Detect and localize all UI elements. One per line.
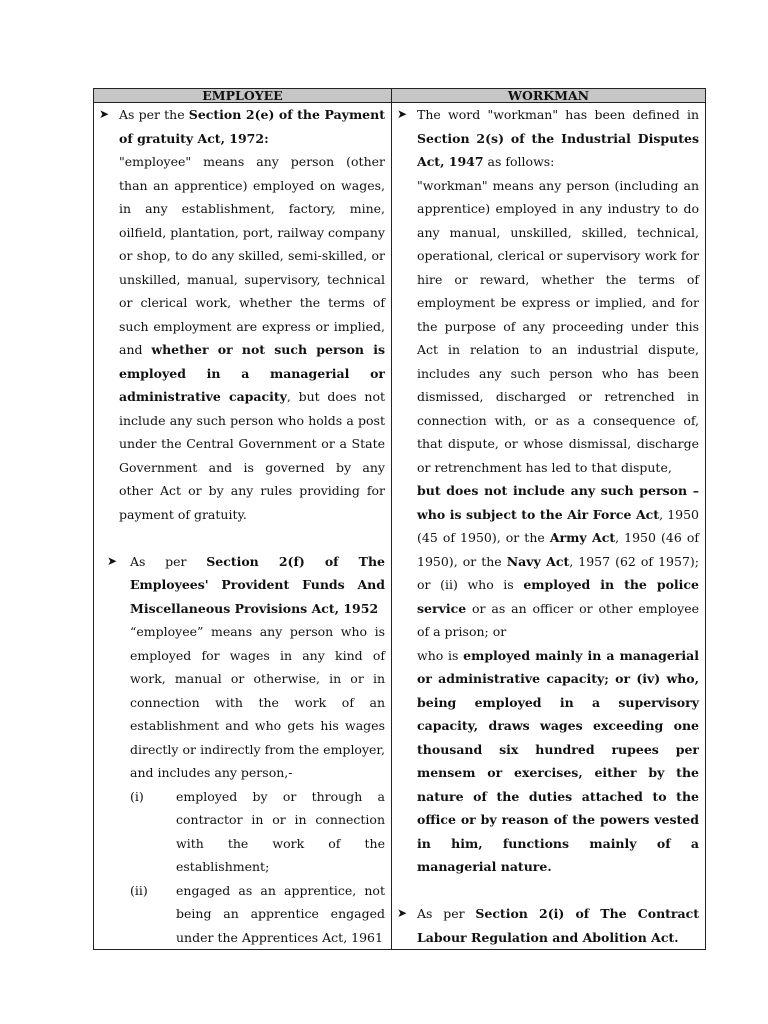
id-body: "workman" means any person (including an apprentice) employed in any industry to do any manual, unskilled, skilled, technical, operational, clerical or supervisory work for hire or reward, whether the terms of employment be express or implied, and for the purpose of any proceeding under this Act in relation to an industrial dispute, includes any such person who has been dismissed, discharged or retrenched in connection with, or as a consequence of, that dispute, or whose dismissal, discharge or retrenchment has led to that dispute, [417,177,699,475]
employee-cell [94,103,392,950]
id-exclusions: but does not include any such person – who is subject to the Air Force Act, 1950 (45 of 1950), or the Army Act, 1950 (46 of 1950), or the Navy Act, 1957 (62 of 1957); or (ii) who is employed in the police service or as an officer or other employee of a prison; or [417,483,700,639]
workman-column-header: WORKMAN [392,89,706,103]
arrow-bullet-icon: ➤ [397,107,408,121]
gratuity-definition [98,103,385,526]
pf-item: (i) employed by or through a contractor in or in connection with the work of the establishment; [130,788,385,874]
pf-intro: As per Section 2(f) of The Employees' Provident Funds And Miscellaneous Provisions Act, 1952 [130,553,385,616]
gratuity-intro: As per the Section 2(e) of the Payment of gratuity Act, 1972: [119,107,385,146]
industrial-disputes-definition [396,103,699,879]
clra-intro: As per Section 2(i) of The Contract Labour Regulation and Abolition Act. [417,906,699,945]
employee-column-header: EMPLOYEE [94,89,392,103]
arrow-bullet-icon: ➤ [397,906,408,920]
arrow-bullet-icon: ➤ [107,553,118,568]
pf-body: “employee” means any person who is employed for wages in any kind of work, manual or otherwise, in or in connection with the work of an establishment and who gets his wages directly or indirectly from the employer, and includes any person,- [130,624,385,780]
pf-definition [98,550,385,950]
clra-definition [396,902,699,949]
gratuity-body: "employee" means any person (other than an apprentice) employed on wages, in any establishment, factory, mine, oilfield, plantation, port, railway company or shop, to do any skilled, semi-skilled, or unskilled, manual, supervisory, technical or clerical work, whether the terms of such employment are express or implied, and whether or not such person is employed in a managerial or administrative capacity, but does not include any such person who holds a post under the Central Government or a State Government and is governed by any other Act or by any rules providing for payment of gratuity. [119,154,385,522]
arrow-bullet-icon: ➤ [99,107,110,121]
workman-cell [392,103,706,950]
comparison-table [93,88,706,950]
pf-item: (ii) engaged as an apprentice, not being an apprentice engaged under the Apprentices Act, 1961 [130,882,385,945]
header-row [94,89,706,103]
id-intro: The word "workman" has been defined in Section 2(s) of the Industrial Disputes Act, 1947 as follows: [417,107,699,169]
content-row [94,103,706,950]
id-managerial-exclusion: who is employed mainly in a managerial or administrative capacity; or (iv) who, being employed in a supervisory capacity, draws wages exceeding one thousand six hundred rupees per mensem or exercises, either by the nature of the duties attached to the office or by reason of the powers vested in him, functions mainly of a managerial nature. [417,647,699,874]
